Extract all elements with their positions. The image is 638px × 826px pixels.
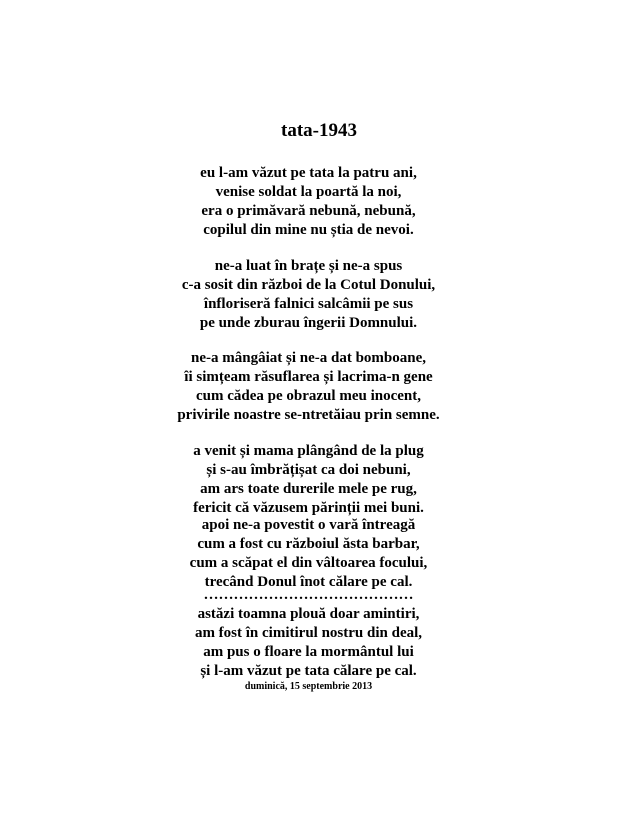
poem-date: duminică, 15 septembrie 2013 bbox=[244, 681, 373, 692]
ellipsis-separator: …………………………………… bbox=[203, 587, 414, 603]
poem-line: ne-a luat în brațe și ne-a spus bbox=[214, 258, 403, 274]
poem-line: trecând Donul înot călare pe cal. bbox=[204, 574, 413, 590]
poem-line: era o primăvară nebună, nebună, bbox=[201, 203, 416, 219]
stanza-4 bbox=[0, 442, 617, 518]
poem-line: c-a sosit din război de la Cotul Donului, bbox=[181, 277, 436, 293]
poem-line: pe unde zburau îngerii Domnului. bbox=[199, 315, 418, 331]
poem-line: cum a fost cu războiul ăsta barbar, bbox=[197, 536, 420, 552]
poem-line: înfloriseră falnici salcâmii pe sus bbox=[203, 296, 414, 312]
poem-line: și s-au îmbrățișat ca doi nebuni, bbox=[206, 462, 411, 478]
poem-line: am fost în cimitirul nostru din deal, bbox=[194, 625, 423, 641]
poem-line: eu l-am văzut pe tata la patru ani, bbox=[200, 165, 417, 181]
poem-line: cum cădea pe obrazul meu inocent, bbox=[196, 388, 421, 404]
poem-line: îi simțeam răsuflarea și lacrima-n gene bbox=[184, 369, 433, 385]
poem-title: tata-1943 bbox=[281, 120, 357, 141]
poem-line: fericit că văzusem părinții mei buni. bbox=[193, 500, 424, 516]
stanza-5 bbox=[0, 516, 617, 592]
stanza-3 bbox=[0, 349, 617, 425]
poem-line: ne-a mângâiat și ne-a dat bomboane, bbox=[190, 350, 426, 366]
poem-line: a venit și mama plângând de la plug bbox=[193, 443, 424, 459]
poem-line: apoi ne-a povestit o vară întreagă bbox=[201, 517, 416, 533]
poem-line: privirile noastre se-ntretăiau prin semne. bbox=[177, 407, 440, 423]
stanza-6 bbox=[0, 586, 617, 681]
poem-line: am pus o floare la mormântul lui bbox=[203, 644, 414, 660]
poem-line: venise soldat la poartă la noi, bbox=[215, 184, 402, 200]
poem-line: cum a scăpat el din vâltoarea focului, bbox=[189, 555, 428, 571]
poem-line: copilul din mine nu știa de nevoi. bbox=[203, 222, 414, 238]
poem-line: astăzi toamna plouă doar amintiri, bbox=[197, 606, 420, 622]
stanza-1 bbox=[0, 164, 617, 240]
stanza-2 bbox=[0, 257, 617, 333]
poem-line: și l-am văzut pe tata călare pe cal. bbox=[200, 663, 417, 679]
poem-line: am ars toate durerile mele pe rug, bbox=[200, 481, 417, 497]
